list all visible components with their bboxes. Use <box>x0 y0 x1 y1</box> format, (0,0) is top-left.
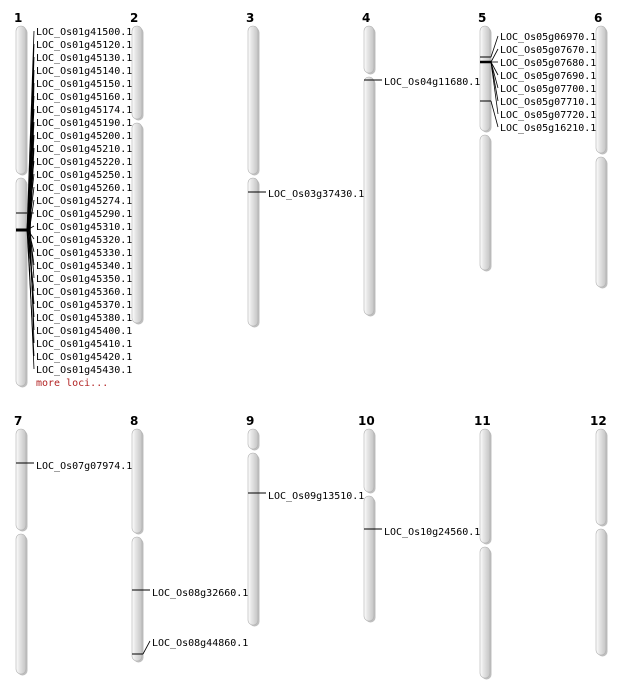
chromosome-number: 12 <box>590 414 607 428</box>
chromosome-short-arm <box>364 26 374 73</box>
chromosome-short-arm <box>480 26 490 131</box>
locus-label[interactable]: LOC_Os09g13510.1 <box>268 491 365 502</box>
locus-label[interactable]: LOC_Os01g45370.1 <box>36 300 133 311</box>
locus-label[interactable]: LOC_Os01g41500.1 <box>36 27 133 38</box>
locus-label[interactable]: LOC_Os01g45380.1 <box>36 313 133 324</box>
chromosome-number: 9 <box>246 414 255 428</box>
locus-label[interactable]: LOC_Os01g45260.1 <box>36 183 133 194</box>
locus-connector <box>491 36 498 57</box>
chromosome-long-arm <box>364 496 374 621</box>
chromosome-number: 10 <box>358 414 375 428</box>
chromosome-long-arm <box>248 178 258 326</box>
locus-label[interactable]: LOC_Os01g45290.1 <box>36 209 133 220</box>
chromosome-long-arm <box>132 537 142 661</box>
locus-label[interactable]: LOC_Os01g45310.1 <box>36 222 133 233</box>
locus-label[interactable]: LOC_Os01g45174.1 <box>36 105 133 116</box>
chromosome-number: 7 <box>14 414 23 428</box>
locus-label[interactable]: LOC_Os01g45340.1 <box>36 261 133 272</box>
chromosome-long-arm <box>132 123 142 323</box>
chromosome-short-arm <box>248 26 258 174</box>
chromosome-11 <box>480 429 492 680</box>
chromosome-long-arm <box>16 178 26 386</box>
locus-label[interactable]: LOC_Os01g45430.1 <box>36 365 133 376</box>
locus-label[interactable]: LOC_Os05g16210.1 <box>500 123 597 134</box>
locus-label[interactable]: LOC_Os05g07720.1 <box>500 110 597 121</box>
locus-label[interactable]: LOC_Os01g45120.1 <box>36 40 133 51</box>
chromosome-short-arm <box>132 429 142 533</box>
chromosome-number: 4 <box>362 11 371 25</box>
chromosome-long-arm <box>596 529 606 655</box>
locus-label[interactable]: LOC_Os01g45250.1 <box>36 170 133 181</box>
chromosome-long-arm <box>364 77 374 315</box>
locus-label[interactable]: LOC_Os01g45330.1 <box>36 248 133 259</box>
locus-label[interactable]: LOC_Os01g45160.1 <box>36 92 133 103</box>
chromosome-number: 6 <box>594 11 603 25</box>
chromosome-short-arm <box>16 429 26 530</box>
locus-label[interactable]: LOC_Os01g45140.1 <box>36 66 133 77</box>
locus-label[interactable]: LOC_Os05g07700.1 <box>500 84 597 95</box>
locus-label[interactable]: LOC_Os03g37430.1 <box>268 189 365 200</box>
chromosome-10 <box>364 429 376 623</box>
locus-label[interactable]: LOC_Os01g45200.1 <box>36 131 133 142</box>
chromosome-2 <box>132 26 144 325</box>
locus-label[interactable]: LOC_Os01g45210.1 <box>36 144 133 155</box>
chromosome-number: 8 <box>130 414 139 428</box>
chromosome-number: 2 <box>130 11 139 25</box>
chromosome-long-arm <box>480 135 490 270</box>
locus-label[interactable]: LOC_Os10g24560.1 <box>384 527 481 538</box>
locus-label[interactable]: LOC_Os01g45410.1 <box>36 339 133 350</box>
locus-label[interactable]: LOC_Os05g07670.1 <box>500 45 597 56</box>
chromosome-1 <box>16 26 28 388</box>
locus-label[interactable]: LOC_Os08g32660.1 <box>152 588 249 599</box>
chromosome-short-arm <box>596 26 606 153</box>
chromosome-4 <box>364 26 376 317</box>
chromosome-3 <box>248 26 260 328</box>
locus-label[interactable]: LOC_Os07g07974.1 <box>36 461 133 472</box>
chromosome-short-arm <box>364 429 374 492</box>
chromosome-12 <box>596 429 608 657</box>
locus-label[interactable]: LOC_Os01g45420.1 <box>36 352 133 363</box>
locus-label[interactable]: LOC_Os01g45150.1 <box>36 79 133 90</box>
chromosome-number: 3 <box>246 11 255 25</box>
chromosome-number: 5 <box>478 11 487 25</box>
locus-label[interactable]: LOC_Os01g45400.1 <box>36 326 133 337</box>
more-loci-link[interactable]: more loci... <box>36 378 109 389</box>
locus-label[interactable]: LOC_Os05g07680.1 <box>500 58 597 69</box>
locus-label[interactable]: LOC_Os01g45350.1 <box>36 274 133 285</box>
chromosome-9 <box>248 429 260 627</box>
chromosome-long-arm <box>16 534 26 674</box>
locus-connector <box>143 641 150 654</box>
locus-label[interactable]: LOC_Os01g45360.1 <box>36 287 133 298</box>
locus-label[interactable]: LOC_Os01g45190.1 <box>36 118 133 129</box>
chromosome-8 <box>132 429 144 663</box>
locus-label[interactable]: LOC_Os01g45320.1 <box>36 235 133 246</box>
locus-label[interactable]: LOC_Os04g11680.1 <box>384 77 481 88</box>
locus-label[interactable]: LOC_Os05g07690.1 <box>500 71 597 82</box>
locus-label[interactable]: LOC_Os05g07710.1 <box>500 97 597 108</box>
chromosome-long-arm <box>480 547 490 678</box>
chromosome-number: 11 <box>474 414 491 428</box>
locus-label[interactable]: LOC_Os01g45274.1 <box>36 196 133 207</box>
chromosome-short-arm <box>16 26 26 174</box>
chromosome-7 <box>16 429 28 676</box>
chromosome-6 <box>596 26 608 289</box>
chromosome-short-arm <box>132 26 142 119</box>
locus-label[interactable]: LOC_Os01g45130.1 <box>36 53 133 64</box>
locus-label[interactable]: LOC_Os01g45220.1 <box>36 157 133 168</box>
chromosome-number: 1 <box>14 11 23 25</box>
chromosome-short-arm <box>596 429 606 525</box>
locus-label[interactable]: LOC_Os05g06970.1 <box>500 32 597 43</box>
locus-label[interactable]: LOC_Os08g44860.1 <box>152 638 249 649</box>
chromosome-long-arm <box>248 453 258 625</box>
locus-connector <box>491 49 498 62</box>
chromosome-short-arm <box>248 429 258 449</box>
chromosome-long-arm <box>596 157 606 287</box>
chromosome-short-arm <box>480 429 490 543</box>
